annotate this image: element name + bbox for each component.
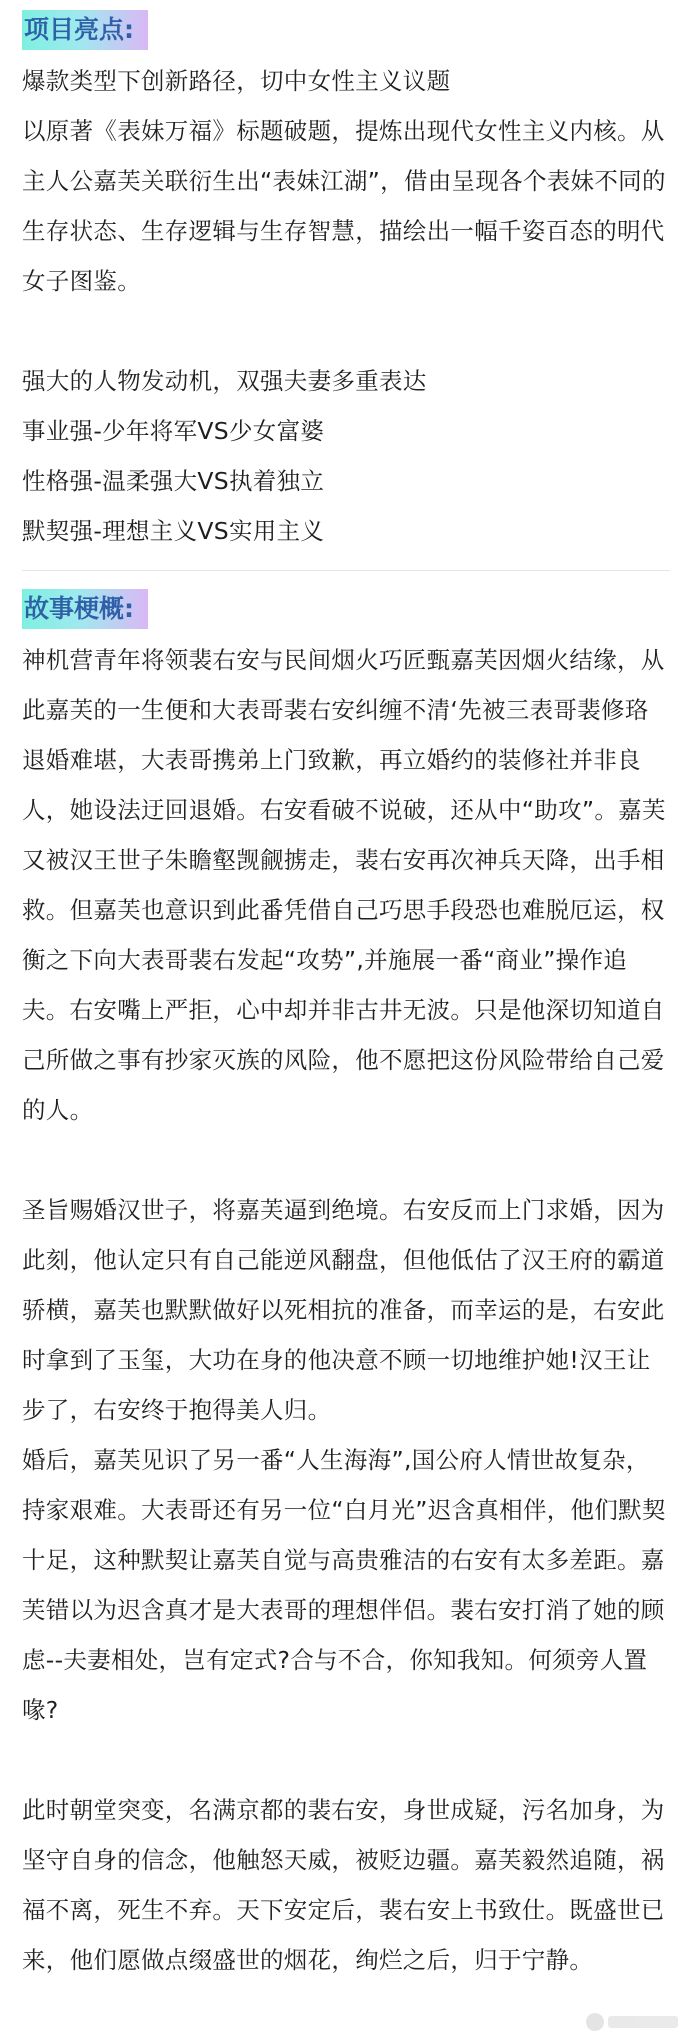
section-synopsis — [22, 589, 670, 1985]
highlights-heading: 项目亮点: — [22, 10, 148, 50]
section-highlights — [22, 10, 670, 556]
highlights-line: 默契强-理想主义VS实用主义 — [22, 517, 325, 545]
paragraph-gap — [22, 1135, 670, 1185]
highlights-line: 强大的人物发动机，双强夫妻多重表达 — [22, 367, 427, 395]
watermark-mark — [608, 2016, 678, 2028]
paragraph-gap — [22, 1735, 670, 1785]
highlights-line: 以原著《表妹万福》标题破题，提炼出现代女性主义内核。从主人公嘉芙关联衍生出“表妹江湖”，借由呈现各个表妹不同的生存状态、生存逻辑与生存智慧，描绘出一幅千姿百态的明代女子图鉴。 — [22, 117, 666, 295]
watermark — [586, 2013, 678, 2031]
highlights-line: 爆款类型下创新路径，切中女性主义议题 — [22, 67, 451, 95]
watermark-logo-icon — [586, 2013, 604, 2031]
highlights-line: 事业强-少年将军VS少女富婆 — [22, 417, 325, 445]
section-divider — [22, 570, 670, 571]
highlights-line: 性格强-温柔强大VS执着独立 — [22, 467, 325, 495]
paragraph-gap — [22, 306, 670, 356]
synopsis-paragraph: 神机营青年将领裴右安与民间烟火巧匠甄嘉芙因烟火结缘，从此嘉芙的一生便和大表哥裴右安纠缠不清‘先被三表哥裴修珞退婚难堪，大表哥携弟上门致歉，再立婚约的装修社并非良人，她设法迂回退婚。右安看破不说破，还从中“助攻”。嘉芙又被汉王世子朱瞻壑觊觎掳走，裴右安再次神兵天降，出手相救。但嘉芙也意识到此番凭借自己巧思手段恐也难脱厄运，权衡之下向大表哥裴右发起“攻势”,并施展一番“商业”操作追夫。右安嘴上严拒，心中却并非古井无波。只是他深切知道自己所做之事有抄家灭族的风险，他不愿把这份风险带给自己爱的人。 — [22, 646, 666, 1124]
synopsis-paragraph: 婚后，嘉芙见识了另一番“人生海海”,国公府人情世故复杂，持家艰难。大表哥还有另一位“白月光”迟含真相伴，他们默契十足，这种默契让嘉芙自觉与高贵雅洁的右安有太多差距。嘉芙错以为迟含真才是大表哥的理想伴侣。裴右安打消了她的顾虑--夫妻相处，岂有定式?合与不合，你知我知。何须旁人置喙? — [22, 1446, 666, 1724]
synopsis-paragraph: 圣旨赐婚汉世子，将嘉芙逼到绝境。右安反而上门求婚，因为此刻，他认定只有自己能逆风翻盘，但他低估了汉王府的霸道骄横，嘉芙也默默做好以死相抗的准备，而幸运的是，右安此时拿到了玉玺，大功在身的他决意不顾一切地维护她!汉王让步了，右安终于抱得美人归。 — [22, 1196, 665, 1424]
synopsis-paragraph: 此时朝堂突变，名满京都的裴右安，身世成疑，污名加身，为坚守自身的信念，他触怒天威，被贬边疆。嘉芙毅然追随，祸福不离，死生不弃。天下安定后，裴右安上书致仕。既盛世已来，他们愿做点缀盛世的烟花，绚烂之后，归于宁静。 — [22, 1796, 665, 1974]
synopsis-heading: 故事梗概: — [22, 589, 148, 629]
